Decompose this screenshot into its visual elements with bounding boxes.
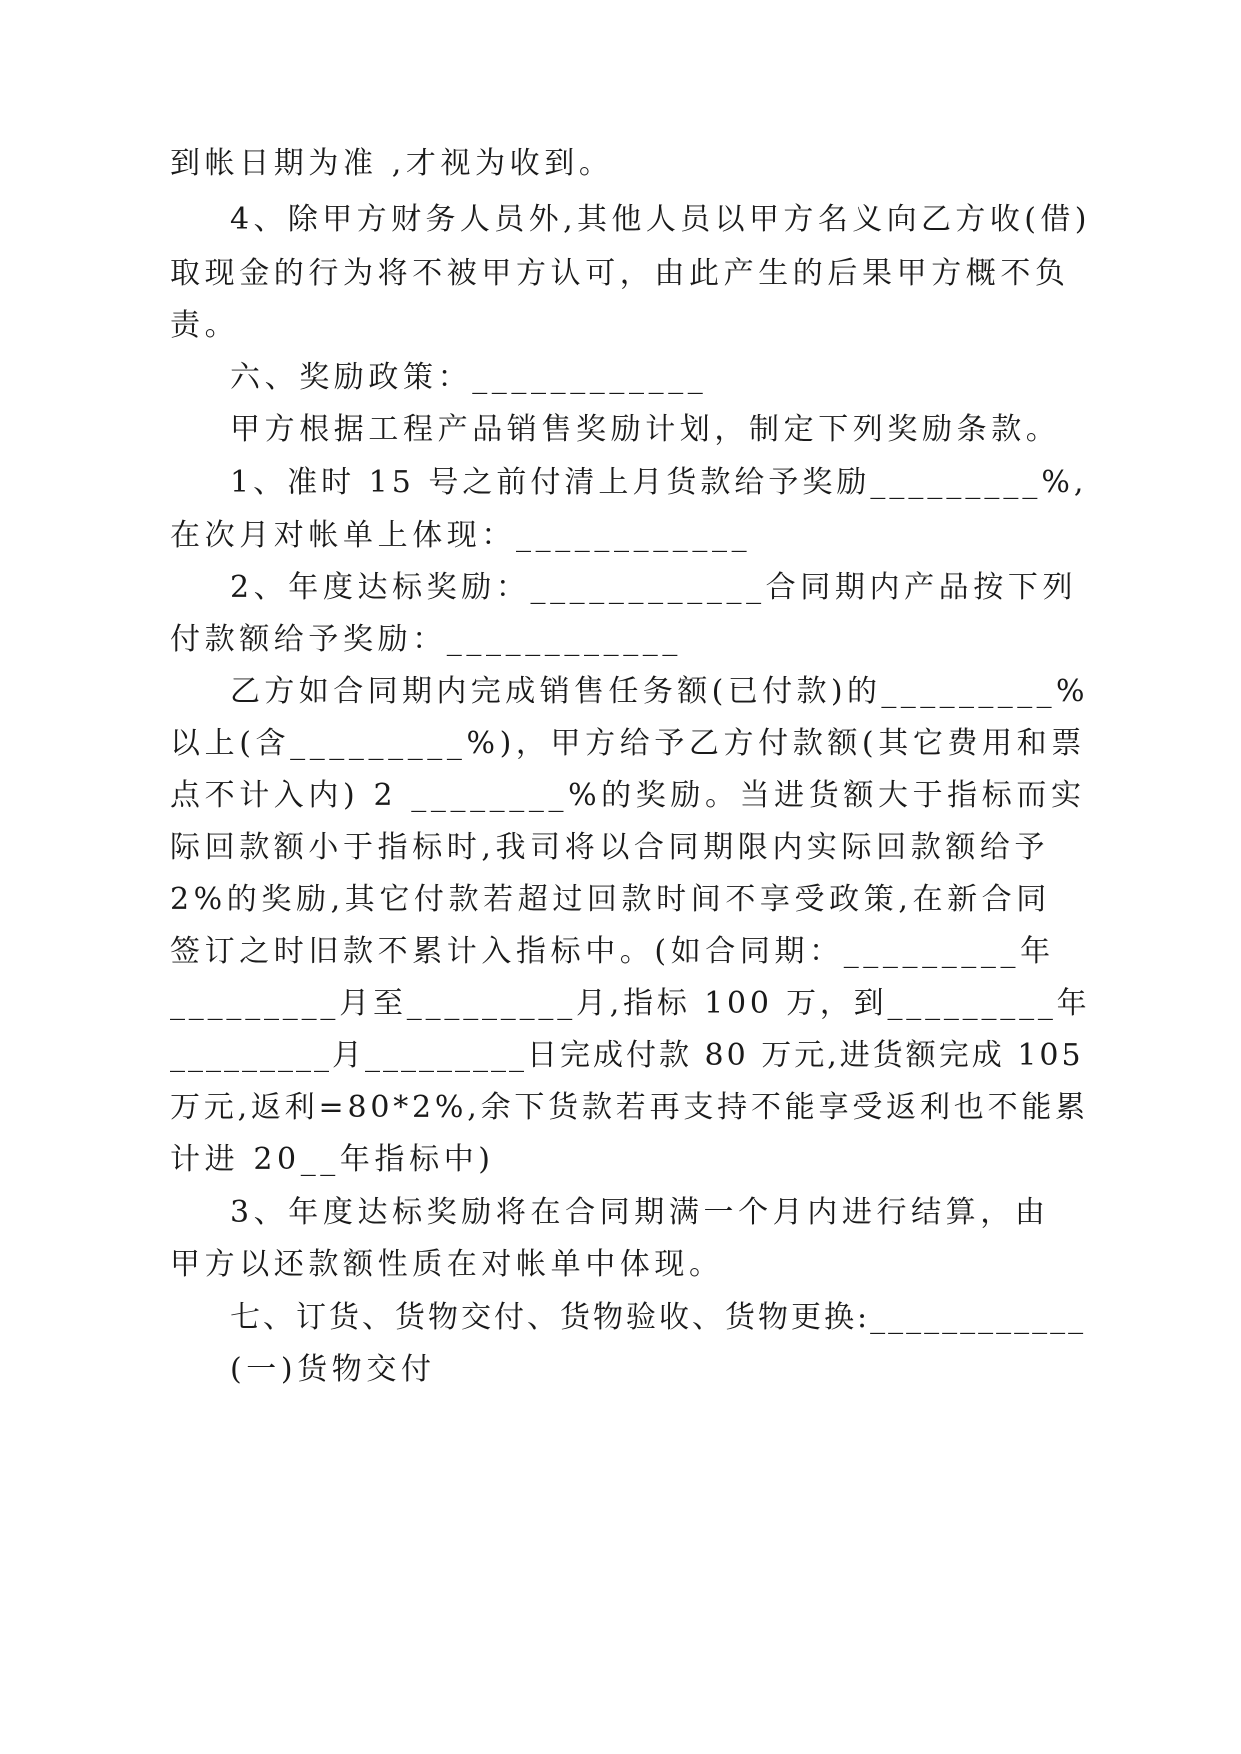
text-line: _________月至_________月,指标 100 万，到_________年	[170, 986, 1091, 1021]
text-line: 2、年度达标奖励：____________合同期内产品按下列	[230, 570, 1078, 605]
section-heading: 六、奖励政策：____________	[230, 360, 708, 395]
text-line: 2%的奖励,其它付款若超过回款时间不享受政策,在新合同	[170, 882, 1051, 917]
text-line: 以上(含_________%)，甲方给予乙方付款额(其它费用和票	[170, 726, 1086, 761]
text-line: 在次月对帐单上体现：____________	[170, 518, 752, 553]
text-line: 点不计入内) 2 ________%的奖励。当进货额大于指标而实	[170, 778, 1086, 813]
text-line: 3、年度达标奖励将在合同期满一个月内进行结算，由	[230, 1195, 1050, 1230]
text-line: 4、除甲方财务人员外,其他人员以甲方名义向乙方收(借)	[230, 202, 1091, 237]
text-line: 万元,返利=80*2%,余下货款若再支持不能享受返利也不能累	[170, 1090, 1089, 1125]
text-line: 际回款额小于指标时,我司将以合同期限内实际回款额给予	[170, 830, 1050, 865]
text-line: 取现金的行为将不被甲方认可，由此产生的后果甲方概不负	[170, 256, 1070, 291]
text-line: 到帐日期为准 ,才视为收到。	[170, 146, 614, 181]
text-line: _________月_________日完成付款 80 万元,进货额完成 105	[170, 1038, 1084, 1073]
text-line: 付款额给予奖励：____________	[170, 622, 682, 657]
subsection-heading: (一)货物交付	[230, 1352, 436, 1387]
text-line: 甲方根据工程产品销售奖励计划，制定下列奖励条款。	[230, 412, 1061, 447]
text-line: 签订之时旧款不累计入指标中。(如合同期：_________年	[170, 934, 1055, 969]
text-line: 1、准时 15 号之前付清上月货款给予奖励_________%,	[230, 465, 1088, 500]
text-line: 计进 20__年指标中)	[170, 1142, 495, 1177]
text-line: 甲方以还款额性质在对帐单中体现。	[170, 1247, 724, 1282]
text-line: 乙方如合同期内完成销售任务额(已付款)的_________%	[230, 674, 1089, 709]
text-line: 责。	[170, 308, 240, 343]
section-heading: 七、订货、货物交付、货物验收、货物更换:____________	[230, 1300, 1087, 1335]
